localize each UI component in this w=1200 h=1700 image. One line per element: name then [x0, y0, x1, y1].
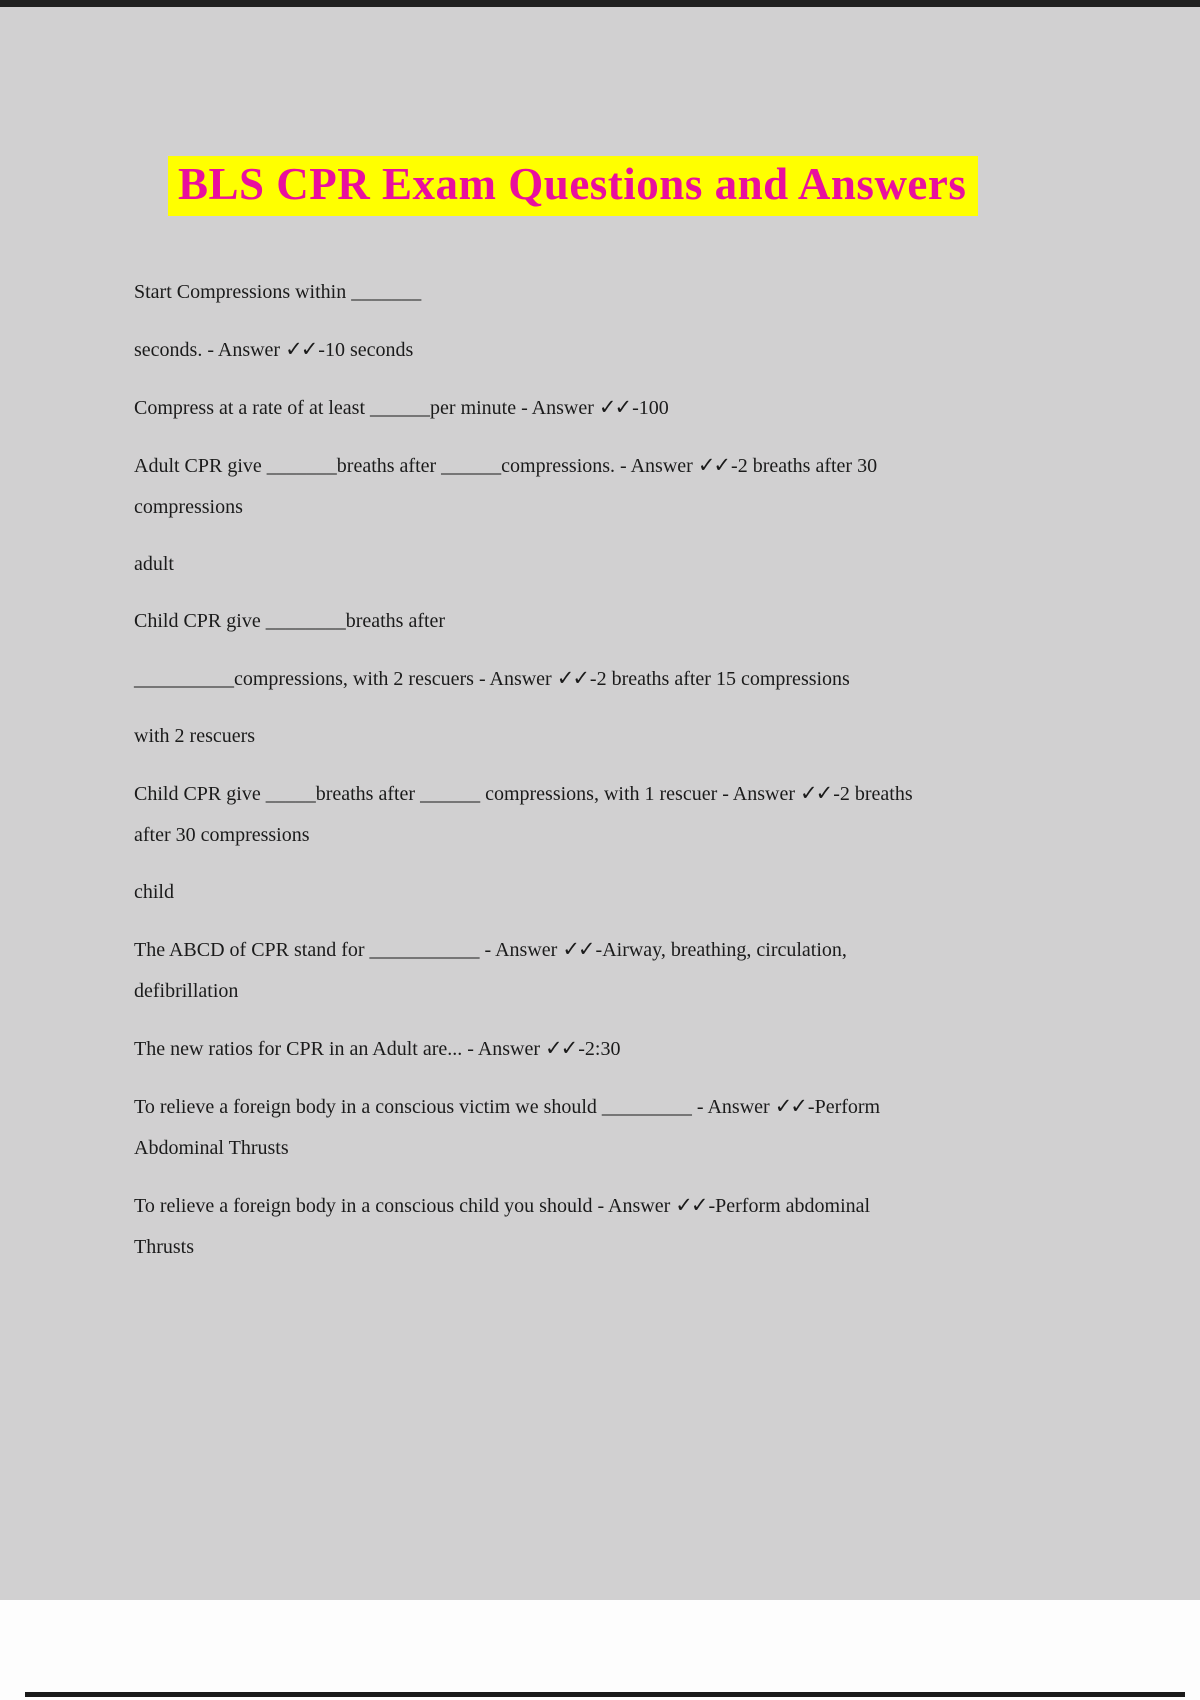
paragraph: [134, 329, 1200, 371]
document-line: Adult CPR give _______breaths after ______compressions. - Answer ✓✓ -2 breaths after 30: [134, 453, 878, 477]
document-line: compressions: [134, 496, 243, 518]
paragraph: [134, 773, 1200, 856]
document-content: [134, 272, 1200, 1268]
document-page: [0, 7, 1200, 1600]
double-checkmark-icon: ✓✓: [285, 337, 317, 361]
document-line: Start Compressions within _______: [134, 281, 422, 303]
document-line: Child CPR give _____breaths after ______ compressions, with 1 rescuer - Answer ✓✓ -2 breaths: [134, 781, 913, 805]
document-line: The new ratios for CPR in an Adult are... - Answer ✓✓ -2:30: [134, 1036, 621, 1060]
paragraph: [134, 601, 1200, 642]
double-checkmark-icon: ✓✓: [774, 1094, 806, 1118]
double-checkmark-icon: ✓✓: [675, 1193, 707, 1217]
page-gap: [0, 1600, 1200, 1700]
document-line: Thrusts: [134, 1236, 194, 1258]
paragraph: [134, 1185, 1200, 1268]
paragraph: [134, 872, 1200, 913]
document-line: Child CPR give ________breaths after: [134, 610, 446, 632]
double-checkmark-icon: ✓✓: [697, 453, 730, 477]
paragraph: [134, 1086, 1200, 1169]
document-line: defibrillation: [134, 980, 239, 1002]
bottom-rule: [25, 1692, 1185, 1697]
paragraph: [134, 929, 1200, 1012]
paragraph: [134, 272, 1200, 313]
document-line: child: [134, 881, 174, 903]
double-checkmark-icon: ✓✓: [598, 395, 631, 419]
document-line: Compress at a rate of at least ______per minute - Answer ✓✓ -100: [134, 395, 669, 419]
document-line: __________compressions, with 2 rescuers - Answer ✓✓ -2 breaths after 15 compressions: [134, 666, 850, 690]
document-line: To relieve a foreign body in a conscious victim we should _________ - Answer ✓✓ -Perform: [134, 1094, 881, 1118]
document-line: after 30 compressions: [134, 824, 310, 846]
document-line: seconds. - Answer ✓✓ -10 seconds: [134, 337, 414, 361]
double-checkmark-icon: ✓✓: [562, 937, 594, 961]
page-title: BLS CPR Exam Questions and Answers: [168, 156, 978, 216]
paragraph: [134, 1028, 1200, 1070]
document-line: adult: [134, 553, 174, 575]
document-line: The ABCD of CPR stand for ___________ - Answer ✓✓ -Airway, breathing, circulation,: [134, 937, 847, 961]
double-checkmark-icon: ✓✓: [545, 1036, 577, 1060]
document-line: To relieve a foreign body in a conscious child you should - Answer ✓✓ -Perform abdominal: [134, 1193, 871, 1217]
double-checkmark-icon: ✓✓: [800, 781, 832, 805]
paragraph: [134, 387, 1200, 429]
paragraph: [134, 544, 1200, 585]
paragraph: [134, 445, 1200, 528]
double-checkmark-icon: ✓✓: [556, 666, 588, 690]
paragraph: [134, 658, 1200, 700]
document-line: with 2 rescuers: [134, 725, 256, 747]
top-border: [0, 0, 1200, 7]
paragraph: [134, 716, 1200, 757]
document-line: Abdominal Thrusts: [134, 1137, 289, 1159]
